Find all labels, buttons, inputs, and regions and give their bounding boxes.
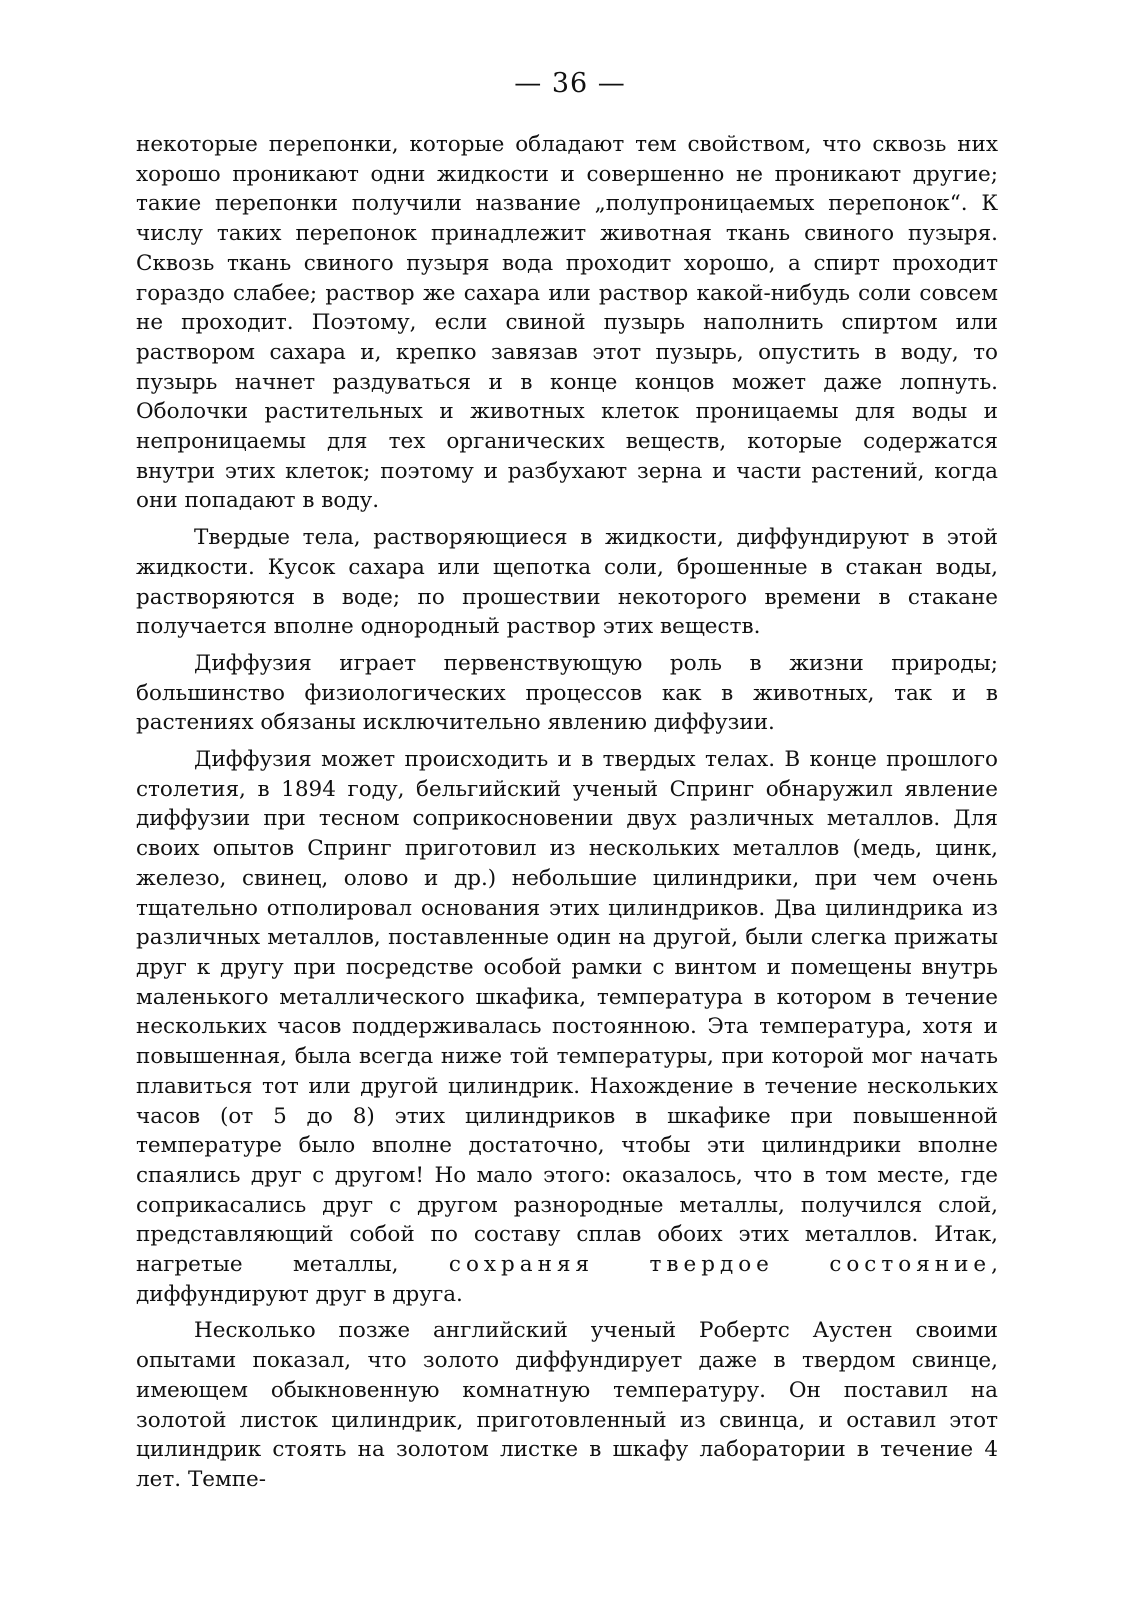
paragraph-4-text-after: , диффундируют друг в друга. xyxy=(136,1252,998,1307)
paragraph-1: некоторые перепонки, которые обладают тем свойством, что сквозь них хорошо проникают одни жидкости и совершенно не проникают другие; такие перепонки получили название „полупроницаемых перепонок“. К числу таких перепонок принадлежит животная ткань свиного пузыря. Сквозь ткань свиного пузыря вода проходит хорошо, а спирт проходит гораздо слабее; раствор же сахара или раствор какой-нибудь соли совсем не проходит. Поэтому, если свиной пузырь наполнить спиртом или раствором сахара и, крепко завязав этот пузырь, опустить в воду, то пузырь начнет раздуваться и в конце концов может даже лопнуть. Оболочки растительных и животных клеток проницаемы для воды и непроницаемы для тех органических веществ, которые содержатся внутри этих клеток; поэтому и разбухают зерна и части растений, когда они попадают в воду. xyxy=(136,132,998,514)
paragraph-4-text-before: Диффузия может происходить и в твердых телах. В конце прошлого столетия, в 1894 году, бельгийский ученый Спринг обнаружил явление диффузии при тесном соприкосновении двух различных металлов. Для своих опытов Спринг приготовил из нескольких металлов (медь, цинк, железо, свинец, олово и др.) небольшие цилиндрики, при чем очень тщательно отполировал основания этих цилиндриков. Два цилиндрика из различных металлов, поставленные один на другой, были слегка прижаты друг к другу при посредстве особой рамки с винтом и помещены внутрь маленького металлического шкафика, температура в котором в течение нескольких часов поддерживалась постоянною. Эта температура, хотя и повышенная, была всегда ниже той температуры, при которой мог начать плавиться тот или другой цилиндрик. Нахождение в течение нескольких часов (от 5 до 8) этих цилиндриков в шкафике при повышенной температуре было вполне достаточно, чтобы эти цилиндрики вполне спаялись друг с другом! Но мало этого: оказалось, что в том месте, где соприкасались друг с другом разнородные металлы, получился слой, представляющий собой по составу сплав обоих этих металлов. Итак, нагретые металлы, xyxy=(136,747,998,1278)
paragraph-3: Диффузия играет первенствующую роль в жизни природы; большинство физиологических процессов как в животных, так и в растениях обязаны исключительно явлению диффузии. xyxy=(136,650,998,736)
emphasized-phrase: сохраняя твердое состояние xyxy=(448,1252,992,1278)
paragraph-4 xyxy=(136,745,998,1309)
paragraph-2: Твердые тела, растворяющиеся в жидкости, диффундируют в этой жидкости. Кусок сахара или щепотка соли, брошенные в стакан воды, растворяются в воде; по прошествии некоторого времени в стакане получается вполне однородный раствор этих веществ. xyxy=(136,525,998,640)
paragraph-5: Несколько позже английский ученый Робертс Аустен своими опытами показал, что золото диффундирует даже в твердом свинце, имеющем обыкновенную комнатную температуру. Он поставил на золотой листок цилиндрик, приготовленный из свинца, и оставил этот цилиндрик стоять на золотом листке в шкафу лаборатории в течение 4 лет. Темпе- xyxy=(136,1318,998,1492)
text-body xyxy=(136,130,998,1495)
page-number: — 36 — xyxy=(514,68,626,99)
